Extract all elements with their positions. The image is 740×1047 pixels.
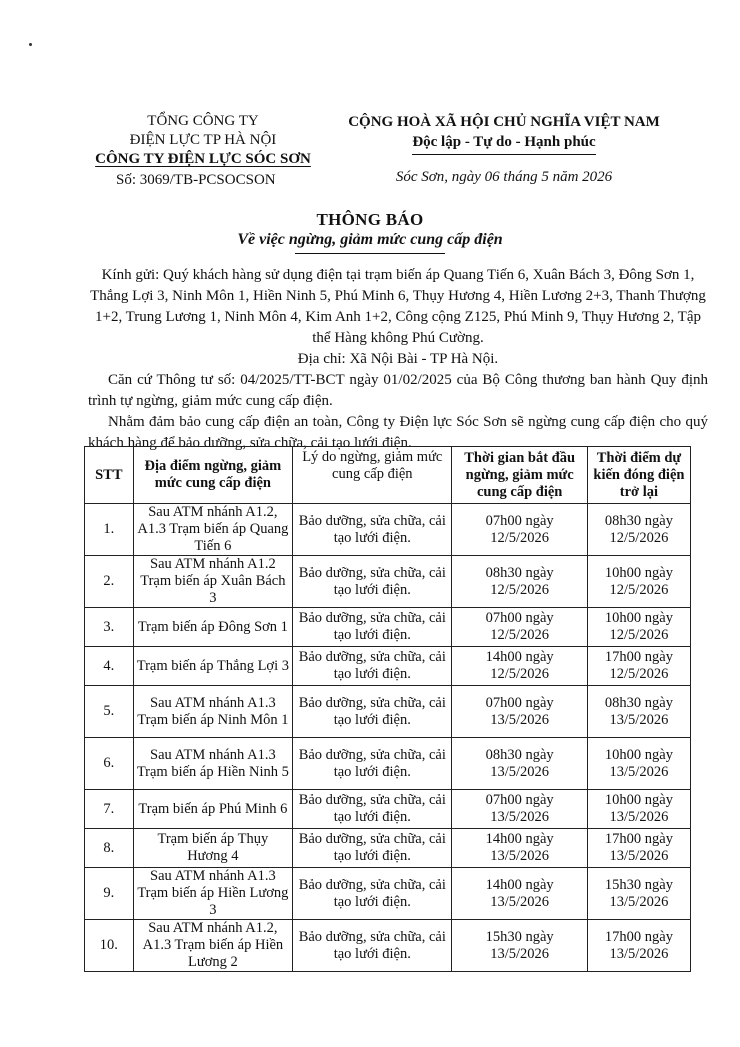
table-row bbox=[85, 868, 691, 920]
row-restore-time: 17h00 ngày 13/5/2026 bbox=[587, 829, 690, 868]
header-start-time: Thời gian bắt đầu ngừng, giảm mức cung cấp điện bbox=[452, 447, 587, 504]
table-row bbox=[85, 686, 691, 738]
row-stt: 2. bbox=[85, 556, 134, 608]
parent-org-line1: TỔNG CÔNG TY bbox=[147, 113, 259, 129]
national-header bbox=[318, 112, 690, 187]
row-start-time: 07h00 ngày 13/5/2026 bbox=[452, 686, 587, 738]
nation-name: CỘNG HOÀ XÃ HỘI CHỦ NGHĨA VIỆT NAM bbox=[348, 114, 660, 130]
table-row bbox=[85, 556, 691, 608]
parent-org-line2: ĐIỆN LỰC TP HÀ NỘI bbox=[129, 132, 277, 148]
row-stt: 10. bbox=[85, 920, 134, 972]
document-number: Số: 3069/TB-PCSOCSON bbox=[116, 172, 276, 188]
row-reason: Bảo dưỡng, sửa chữa, cải tạo lưới điện. bbox=[293, 829, 452, 868]
row-start-time: 14h00 ngày 12/5/2026 bbox=[452, 647, 587, 686]
notice-title: THÔNG BÁO bbox=[316, 210, 424, 229]
row-location: Sau ATM nhánh A1.2 Trạm biến áp Xuân Bách 3 bbox=[133, 556, 292, 608]
row-restore-time: 10h00 ngày 12/5/2026 bbox=[587, 608, 690, 647]
row-restore-time: 08h30 ngày 12/5/2026 bbox=[587, 504, 690, 556]
table-row bbox=[85, 738, 691, 790]
subtitle-divider bbox=[295, 253, 445, 254]
row-stt: 7. bbox=[85, 790, 134, 829]
row-reason: Bảo dưỡng, sửa chữa, cải tạo lưới điện. bbox=[293, 504, 452, 556]
row-stt: 5. bbox=[85, 686, 134, 738]
row-restore-time: 08h30 ngày 13/5/2026 bbox=[587, 686, 690, 738]
row-stt: 9. bbox=[85, 868, 134, 920]
row-location: Sau ATM nhánh A1.2, A1.3 Trạm biến áp Hiền Lương 2 bbox=[133, 920, 292, 972]
row-reason: Bảo dưỡng, sửa chữa, cải tạo lưới điện. bbox=[293, 556, 452, 608]
row-location: Trạm biến áp Thụy Hương 4 bbox=[133, 829, 292, 868]
table-row bbox=[85, 920, 691, 972]
row-location: Trạm biến áp Thắng Lợi 3 bbox=[133, 647, 292, 686]
header-restore-time: Thời điểm dự kiến đóng điện trở lại bbox=[587, 447, 690, 504]
row-location: Trạm biến áp Đông Sơn 1 bbox=[133, 608, 292, 647]
row-reason: Bảo dưỡng, sửa chữa, cải tạo lưới điện. bbox=[293, 686, 452, 738]
row-stt: 8. bbox=[85, 829, 134, 868]
scan-speck bbox=[29, 43, 32, 46]
row-start-time: 15h30 ngày 13/5/2026 bbox=[452, 920, 587, 972]
row-reason: Bảo dưỡng, sửa chữa, cải tạo lưới điện. bbox=[293, 868, 452, 920]
row-restore-time: 10h00 ngày 13/5/2026 bbox=[587, 790, 690, 829]
row-restore-time: 10h00 ngày 12/5/2026 bbox=[587, 556, 690, 608]
row-restore-time: 17h00 ngày 13/5/2026 bbox=[587, 920, 690, 972]
table-row bbox=[85, 504, 691, 556]
address: Địa chỉ: Xã Nội Bài - TP Hà Nội. bbox=[297, 351, 499, 367]
purpose-paragraph: Nhằm đảm bảo cung cấp điện an toàn, Công ty Điện lực Sóc Sơn sẽ ngừng cung cấp điện cho quý khách hàng để bảo dưỡng, sửa chữa, cải tạo lưới điện. bbox=[88, 414, 708, 451]
row-stt: 6. bbox=[85, 738, 134, 790]
row-restore-time: 17h00 ngày 12/5/2026 bbox=[587, 647, 690, 686]
row-start-time: 07h00 ngày 13/5/2026 bbox=[452, 790, 587, 829]
row-restore-time: 15h30 ngày 13/5/2026 bbox=[587, 868, 690, 920]
notice-title-block bbox=[0, 210, 740, 254]
header-reason: Lý do ngừng, giảm mức cung cấp điện bbox=[293, 447, 452, 504]
legal-basis-paragraph: Căn cứ Thông tư số: 04/2025/TT-BCT ngày 01/02/2025 của Bộ Công thương ban hành Quy định trình tự ngừng, giảm mức cung cấp điện. bbox=[88, 372, 708, 409]
recipients: Kính gửi: Quý khách hàng sử dụng điện tại trạm biến áp Quang Tiến 6, Xuân Bách 3, Đông Sơn 1, Thắng Lợi 3, Ninh Môn 1, Hiền Ninh 5, Phú Minh 6, Thụy Hương 4, Hiền Lương 2+3, Thanh Thượng 1+2, Trung Lương 1, Ninh Môn 4, Kim Anh 1+2, Công cộng Z125, Phú Minh 9, Thụy Hương 2, Tập thể Hàng không Phú Cường. bbox=[90, 267, 706, 346]
row-location: Trạm biến áp Phú Minh 6 bbox=[133, 790, 292, 829]
header-stt: STT bbox=[85, 447, 134, 504]
table-row bbox=[85, 647, 691, 686]
org-name: CÔNG TY ĐIỆN LỰC SÓC SƠN bbox=[95, 151, 311, 167]
table-row bbox=[85, 608, 691, 647]
row-reason: Bảo dưỡng, sửa chữa, cải tạo lưới điện. bbox=[293, 608, 452, 647]
row-reason: Bảo dưỡng, sửa chữa, cải tạo lưới điện. bbox=[293, 738, 452, 790]
row-stt: 1. bbox=[85, 504, 134, 556]
row-stt: 3. bbox=[85, 608, 134, 647]
row-location: Sau ATM nhánh A1.3 Trạm biến áp Hiền Ninh 5 bbox=[133, 738, 292, 790]
row-start-time: 07h00 ngày 12/5/2026 bbox=[452, 608, 587, 647]
row-reason: Bảo dưỡng, sửa chữa, cải tạo lưới điện. bbox=[293, 790, 452, 829]
row-reason: Bảo dưỡng, sửa chữa, cải tạo lưới điện. bbox=[293, 647, 452, 686]
row-location: Sau ATM nhánh A1.3 Trạm biến áp Ninh Môn 1 bbox=[133, 686, 292, 738]
table-row bbox=[85, 790, 691, 829]
national-motto: Độc lập - Tự do - Hạnh phúc bbox=[412, 132, 595, 155]
row-location: Sau ATM nhánh A1.3 Trạm biến áp Hiền Lương 3 bbox=[133, 868, 292, 920]
issuer-header bbox=[78, 112, 328, 190]
notice-body bbox=[88, 265, 708, 454]
table-row bbox=[85, 829, 691, 868]
row-start-time: 07h00 ngày 12/5/2026 bbox=[452, 504, 587, 556]
row-start-time: 14h00 ngày 13/5/2026 bbox=[452, 829, 587, 868]
row-reason: Bảo dưỡng, sửa chữa, cải tạo lưới điện. bbox=[293, 920, 452, 972]
table-header-row bbox=[85, 447, 691, 504]
row-start-time: 14h00 ngày 13/5/2026 bbox=[452, 868, 587, 920]
header-location: Địa điểm ngừng, giảm mức cung cấp điện bbox=[133, 447, 292, 504]
place-date: Sóc Sơn, ngày 06 tháng 5 năm 2026 bbox=[395, 169, 613, 185]
outage-schedule-table bbox=[84, 446, 691, 972]
row-stt: 4. bbox=[85, 647, 134, 686]
row-location: Sau ATM nhánh A1.2, A1.3 Trạm biến áp Quang Tiến 6 bbox=[133, 504, 292, 556]
notice-subtitle: Về việc ngừng, giảm mức cung cấp điện bbox=[237, 231, 503, 248]
row-restore-time: 10h00 ngày 13/5/2026 bbox=[587, 738, 690, 790]
row-start-time: 08h30 ngày 12/5/2026 bbox=[452, 556, 587, 608]
row-start-time: 08h30 ngày 13/5/2026 bbox=[452, 738, 587, 790]
